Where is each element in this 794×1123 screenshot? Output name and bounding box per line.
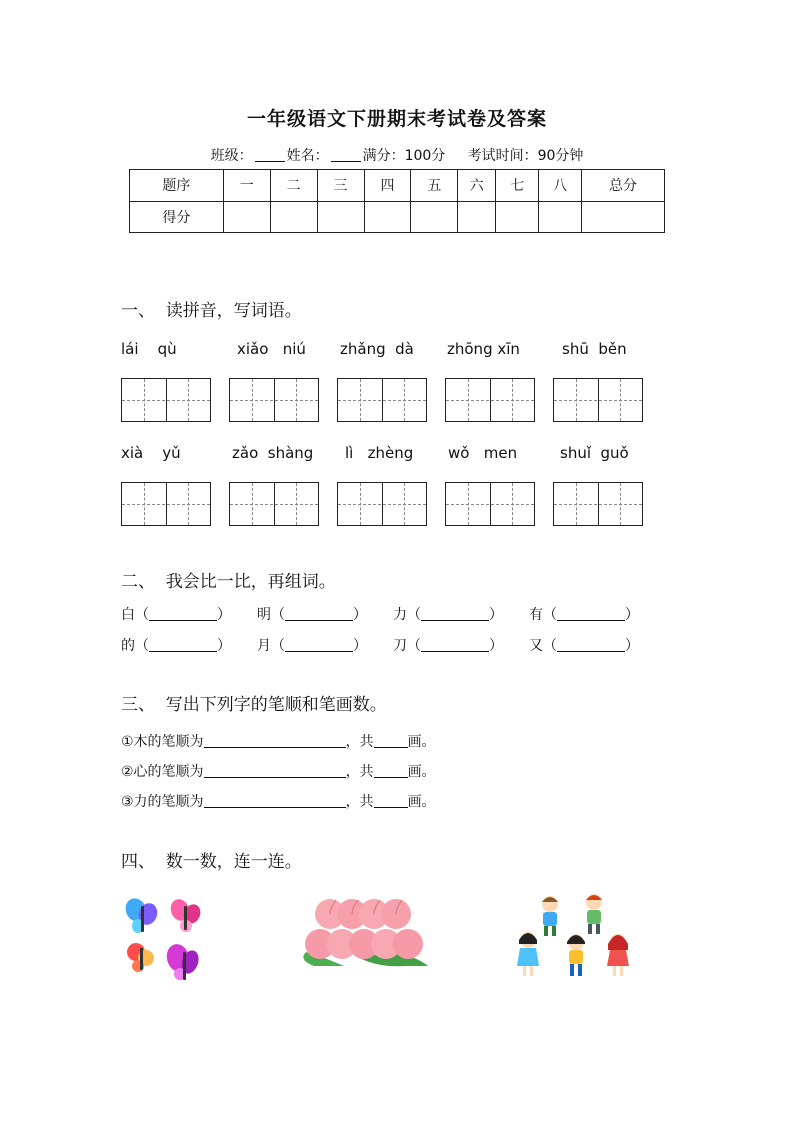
score-row-label: 得分 bbox=[130, 201, 224, 233]
butterfly-icon bbox=[122, 895, 160, 933]
child-icon bbox=[586, 894, 602, 934]
stroke-count-blank[interactable] bbox=[374, 795, 408, 808]
score-cell[interactable] bbox=[458, 201, 496, 233]
peaches-picture[interactable] bbox=[296, 894, 432, 974]
score-cell[interactable] bbox=[223, 201, 270, 233]
child-icon bbox=[607, 934, 629, 976]
writing-grid[interactable] bbox=[553, 378, 643, 422]
score-table-header-row bbox=[130, 170, 665, 202]
child-icon bbox=[567, 934, 585, 976]
stroke-prompt: ③力的笔顺为 bbox=[121, 794, 204, 810]
pinyin-label: zǎo shàng bbox=[232, 444, 314, 462]
score-header-cell: 四 bbox=[364, 170, 411, 202]
writing-grid[interactable] bbox=[121, 482, 211, 526]
butterflies-picture[interactable] bbox=[120, 892, 210, 984]
compare-item: 白（ ） bbox=[121, 607, 231, 623]
writing-grid[interactable] bbox=[445, 482, 535, 526]
compare-char: 的 bbox=[121, 638, 135, 654]
stroke-order-blank[interactable] bbox=[204, 795, 346, 808]
score-cell[interactable] bbox=[317, 201, 364, 233]
score-header-cell: 总分 bbox=[582, 170, 665, 202]
section2-heading: 二、 我会比一比，再组词。 bbox=[121, 572, 336, 592]
time-label: 考试时间：90分钟 bbox=[467, 148, 584, 164]
score-header-cell: 六 bbox=[458, 170, 496, 202]
stroke-prompt: ①木的笔顺为 bbox=[121, 734, 204, 750]
stroke-count-blank[interactable] bbox=[374, 765, 408, 778]
word-blank[interactable] bbox=[557, 639, 625, 652]
pinyin-label: shū běn bbox=[562, 340, 627, 358]
score-header-cell: 五 bbox=[411, 170, 458, 202]
score-header-cell: 二 bbox=[270, 170, 317, 202]
writing-grid[interactable] bbox=[445, 378, 535, 422]
stroke-item: ②心的笔顺为 ，共 画。 bbox=[121, 764, 436, 780]
name-label: 姓名： bbox=[286, 148, 329, 164]
compare-item: 月（ ） bbox=[257, 638, 367, 654]
writing-grid[interactable] bbox=[553, 482, 643, 526]
stroke-count-blank[interactable] bbox=[374, 735, 408, 748]
stroke-order-blank[interactable] bbox=[204, 735, 346, 748]
score-header-cell: 八 bbox=[539, 170, 582, 202]
exam-info bbox=[0, 145, 794, 165]
compare-char: 又 bbox=[529, 638, 543, 654]
compare-char: 刀 bbox=[393, 638, 407, 654]
score-cell[interactable] bbox=[411, 201, 458, 233]
page-title: 一年级语文下册期末考试卷及答案 bbox=[246, 108, 547, 130]
compare-char: 白 bbox=[121, 607, 135, 623]
name-blank[interactable] bbox=[331, 147, 361, 162]
writing-grid[interactable] bbox=[337, 482, 427, 526]
stroke-item: ③力的笔顺为 ，共 画。 bbox=[121, 794, 436, 810]
word-blank[interactable] bbox=[421, 608, 489, 621]
compare-char: 明 bbox=[257, 607, 271, 623]
child-icon bbox=[542, 896, 558, 936]
writing-grid[interactable] bbox=[121, 378, 211, 422]
stroke-order-blank[interactable] bbox=[204, 765, 346, 778]
word-blank[interactable] bbox=[285, 608, 353, 621]
word-blank[interactable] bbox=[149, 608, 217, 621]
compare-item: 力（ ） bbox=[393, 607, 503, 623]
score-header-cell: 题序 bbox=[130, 170, 224, 202]
compare-char: 有 bbox=[529, 607, 543, 623]
compare-char: 力 bbox=[393, 607, 407, 623]
pinyin-label: lì zhèng bbox=[345, 444, 414, 462]
section3-heading: 三、 写出下列字的笔顺和笔画数。 bbox=[121, 695, 387, 715]
pinyin-label: xià yǔ bbox=[121, 444, 181, 462]
class-blank[interactable] bbox=[255, 147, 285, 162]
section4-heading: 四、 数一数，连一连。 bbox=[121, 852, 302, 872]
stroke-item: ①木的笔顺为 ，共 画。 bbox=[121, 734, 436, 750]
class-label: 班级： bbox=[210, 148, 253, 164]
score-cell[interactable] bbox=[496, 201, 539, 233]
butterfly-icon bbox=[168, 897, 204, 932]
pinyin-label: wǒ men bbox=[448, 444, 518, 462]
pinyin-label: xiǎo niú bbox=[237, 340, 306, 358]
pinyin-label: zhǎng dà bbox=[340, 340, 414, 358]
writing-grid[interactable] bbox=[229, 378, 319, 422]
score-cell[interactable] bbox=[364, 201, 411, 233]
word-blank[interactable] bbox=[285, 639, 353, 652]
children-picture[interactable] bbox=[512, 890, 642, 982]
score-table bbox=[129, 169, 665, 233]
peach-icon bbox=[303, 899, 428, 966]
score-header-cell: 七 bbox=[496, 170, 539, 202]
score-cell[interactable] bbox=[582, 201, 665, 233]
word-blank[interactable] bbox=[557, 608, 625, 621]
score-cell[interactable] bbox=[270, 201, 317, 233]
pinyin-label: lái qù bbox=[121, 340, 177, 358]
score-table-score-row bbox=[130, 201, 665, 233]
word-blank[interactable] bbox=[149, 639, 217, 652]
full-score-label: 满分：100分 bbox=[362, 148, 446, 164]
writing-grid[interactable] bbox=[229, 482, 319, 526]
word-blank[interactable] bbox=[421, 639, 489, 652]
butterfly-icon bbox=[164, 942, 202, 980]
score-header-cell: 三 bbox=[317, 170, 364, 202]
writing-grid[interactable] bbox=[337, 378, 427, 422]
score-header-cell: 一 bbox=[223, 170, 270, 202]
section1-heading: 一、 读拼音，写词语。 bbox=[121, 301, 302, 321]
pinyin-label: zhōng xīn bbox=[447, 340, 520, 358]
compare-item: 刀（ ） bbox=[393, 638, 503, 654]
score-cell[interactable] bbox=[539, 201, 582, 233]
compare-char: 月 bbox=[257, 638, 271, 654]
child-icon bbox=[517, 932, 539, 976]
compare-item: 又（ ） bbox=[529, 638, 639, 654]
compare-item: 明（ ） bbox=[257, 607, 367, 623]
compare-item: 的（ ） bbox=[121, 638, 231, 654]
compare-item: 有（ ） bbox=[529, 607, 639, 623]
butterfly-icon bbox=[124, 940, 154, 972]
pinyin-label: shuǐ guǒ bbox=[560, 444, 629, 462]
stroke-prompt: ②心的笔顺为 bbox=[121, 764, 204, 780]
